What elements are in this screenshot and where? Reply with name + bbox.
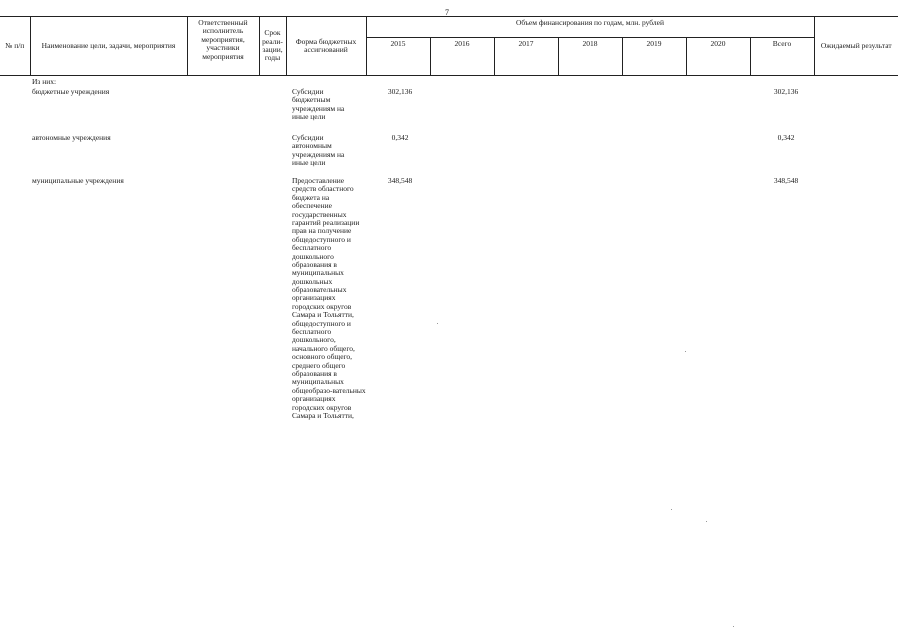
row-value-total: 0,342 [777, 133, 795, 142]
header-year-2018: 2018 [558, 38, 622, 76]
row-name: муниципальные учреждения [32, 176, 124, 185]
row-form: Субсидии бюджетным учреждениям на иные цели [292, 87, 345, 122]
row-value-2015: 348,548 [387, 176, 413, 185]
row-form: Предоставление средств областного бюджета на обеспечение государственных гарантий реализации прав на получение общедоступного и бесплатного дошкольного образования в муниципальных дошкольных образовательных организациях городских округов Самара и Тольятти, общедоступного и бесплатного дошкольного, начального общего, основного общего, среднего общего образования в муниципальных общеобразо-вательных организациях городских округов Самара и Тольятти, [292, 176, 366, 420]
header-col-responsible: Ответственный исполнитель мероприятия, участники мероприятия [187, 17, 259, 76]
header-col-result: Ожидаемый результат [814, 17, 898, 76]
scan-speck [706, 521, 707, 522]
header-year-2015: 2015 [366, 38, 430, 76]
header-col-total: Всего [750, 38, 814, 76]
row-name: бюджетные учреждения [32, 87, 110, 96]
intro-label: Из них: [32, 77, 57, 86]
header-col-number: № п/п [0, 17, 30, 76]
row-value-total: 348,548 [773, 176, 799, 185]
scan-speck [685, 351, 686, 352]
scan-speck [437, 323, 438, 324]
row-name: автономные учреждения [32, 133, 111, 142]
header-funding-title: Объем финансирования по годам, млн. рублей [366, 17, 814, 38]
row-value-2015: 0,342 [391, 133, 409, 142]
scan-speck [671, 509, 672, 510]
header-col-name: Наименование цели, задачи, мероприятия [30, 17, 187, 76]
table-header [0, 16, 898, 76]
header-year-2016: 2016 [430, 38, 494, 76]
header-year-2017: 2017 [494, 38, 558, 76]
page-number: 7 [445, 8, 449, 17]
header-year-2019: 2019 [622, 38, 686, 76]
scan-speck [733, 626, 734, 627]
header-year-2020: 2020 [686, 38, 750, 76]
header-col-term: Срок реали-зации, годы [259, 17, 286, 76]
row-value-2015: 302,136 [387, 87, 413, 96]
row-form: Субсидии автономным учреждениям на иные цели [292, 133, 345, 168]
header-col-form: Форма бюджетных ассигнований [286, 17, 366, 76]
row-value-total: 302,136 [773, 87, 799, 96]
